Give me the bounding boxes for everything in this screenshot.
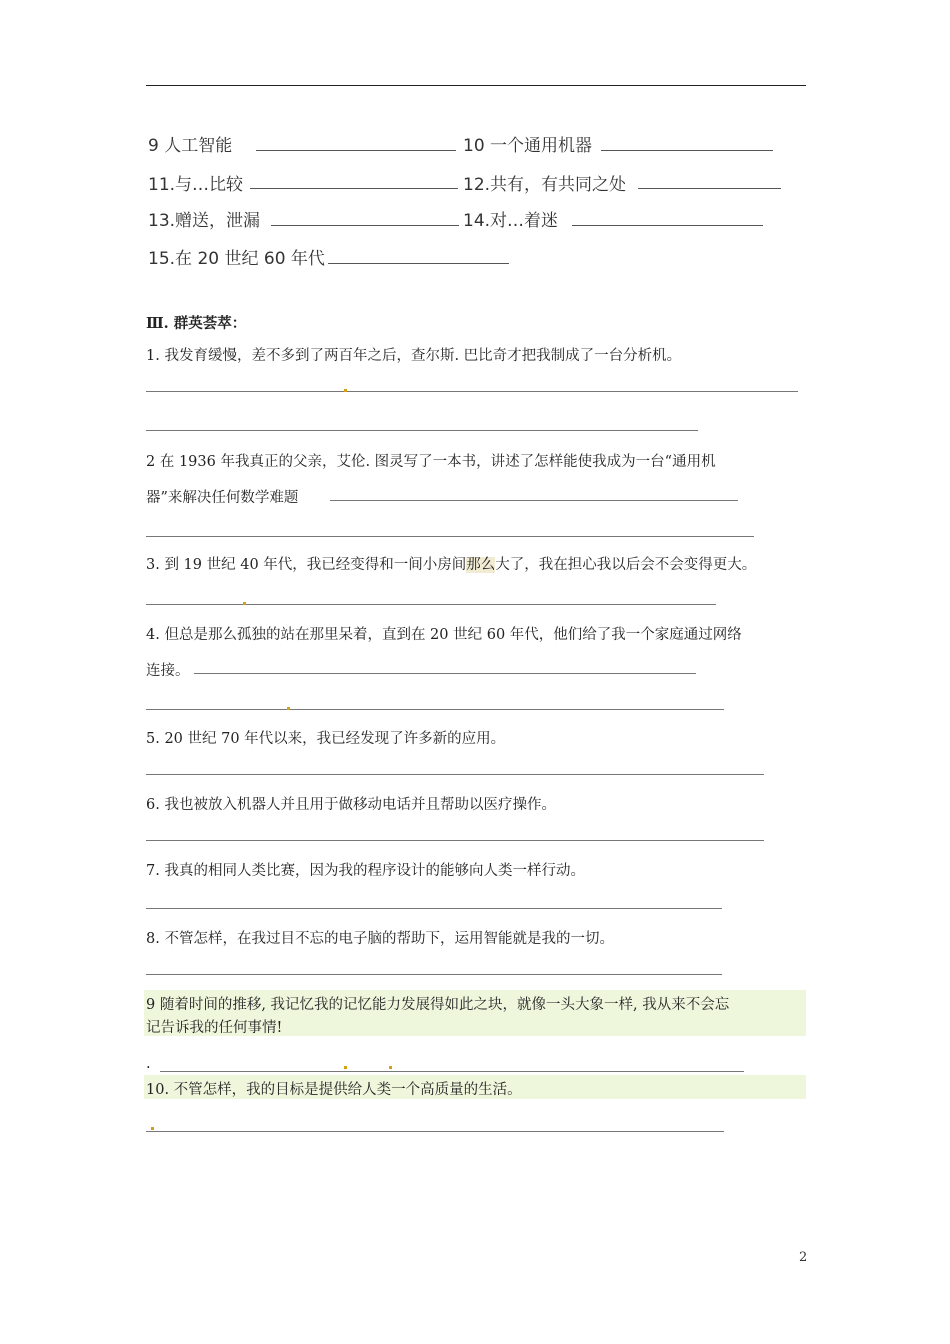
phrase-14-blank[interactable]: [572, 225, 763, 226]
item-9-mark-2: [389, 1066, 392, 1069]
phrase-11: 11.与…比较: [148, 175, 244, 195]
item-9-text-line2: 记告诉我的任何事情!: [146, 1020, 283, 1036]
phrase-12-blank[interactable]: [638, 188, 781, 189]
item-9-lead-dot: .: [146, 1056, 151, 1072]
phrase-13-blank[interactable]: [271, 225, 459, 226]
phrase-12: 12.共有，有共同之处: [463, 175, 627, 195]
item-10-mark: [151, 1127, 154, 1130]
item-10-text: 10. 不管怎样，我的目标是提供给人类一个高质量的生活。: [146, 1082, 522, 1098]
item-7-line[interactable]: [146, 908, 722, 909]
item-3-text-before: 3. 到 19 世纪 40 年代，我已经变得和一间小房间: [146, 557, 467, 573]
item-4-text-line2: 连接。: [146, 663, 190, 679]
item-3-highlight: 那么: [466, 557, 496, 573]
item-4-mark: [287, 707, 290, 710]
phrase-14: 14.对…着迷: [463, 211, 559, 231]
item-6-line[interactable]: [146, 840, 764, 841]
item-5-text: 5. 20 世纪 70 年代以来，我已经发现了许多新的应用。: [146, 731, 506, 747]
item-9-mark-1: [344, 1066, 347, 1069]
phrase-10-blank[interactable]: [601, 150, 773, 151]
item-3-line[interactable]: [146, 604, 716, 605]
item-8-text: 8. 不管怎样，在我过目不忘的电子脑的帮助下，运用智能就是我的一切。: [146, 931, 614, 947]
item-3-text-after: 大了，我在担心我以后会不会变得更大。: [495, 557, 757, 573]
phrase-15: 15.在 20 世纪 60 年代: [148, 249, 325, 269]
item-4-text-line1: 4. 但总是那么孤独的站在那里呆着，直到在 20 世纪 60 年代，他们给了我一个家庭通过网络: [146, 627, 742, 643]
item-8-line[interactable]: [146, 974, 722, 975]
item-3-text: [146, 553, 756, 574]
page-number: 2: [799, 1250, 808, 1265]
section-title: Ⅲ. 群英荟萃：: [146, 315, 247, 332]
item-1-line-2[interactable]: [146, 430, 698, 431]
item-9-line[interactable]: [160, 1071, 744, 1072]
item-2-line-2[interactable]: [146, 536, 754, 537]
item-9-text-line1: 9 随着时间的推移, 我记忆我的记忆能力发展得如此之块，就像一头大象一样, 我从来不会忘: [146, 997, 730, 1013]
phrase-9: 9 人工智能: [148, 136, 233, 156]
item-1-text: 1. 我发育缓慢，差不多到了两百年之后，查尔斯. 巴比奇才把我制成了一台分析机。: [146, 348, 682, 364]
phrase-13: 13.赠送，泄漏: [148, 211, 261, 231]
item-4-line-1[interactable]: [194, 673, 696, 674]
item-5-line[interactable]: [146, 774, 764, 775]
phrase-9-blank[interactable]: [256, 150, 456, 151]
phrase-11-blank[interactable]: [250, 188, 458, 189]
item-2-text-line1: 2 在 1936 年我真正的父亲，艾伦. 图灵写了一本书，讲述了怎样能使我成为一台“通用机: [146, 454, 716, 470]
item-3-mark: [243, 602, 246, 605]
phrase-15-blank[interactable]: [328, 263, 509, 264]
item-7-text: 7. 我真的相同人类比赛，因为我的程序设计的能够向人类一样行动。: [146, 863, 585, 879]
item-6-text: 6. 我也被放入机器人并且用于做移动电话并且帮助以医疗操作。: [146, 797, 556, 813]
item-10-line[interactable]: [146, 1131, 724, 1132]
item-2-line-1[interactable]: [330, 500, 738, 501]
phrase-10: 10 一个通用机器: [463, 136, 593, 156]
top-rule: [146, 85, 806, 86]
item-4-line-2[interactable]: [146, 709, 724, 710]
item-1-line-1[interactable]: [146, 391, 798, 392]
item-2-text-line2: 器”来解决任何数学难题: [146, 490, 299, 506]
item-1-mark: [344, 389, 347, 392]
